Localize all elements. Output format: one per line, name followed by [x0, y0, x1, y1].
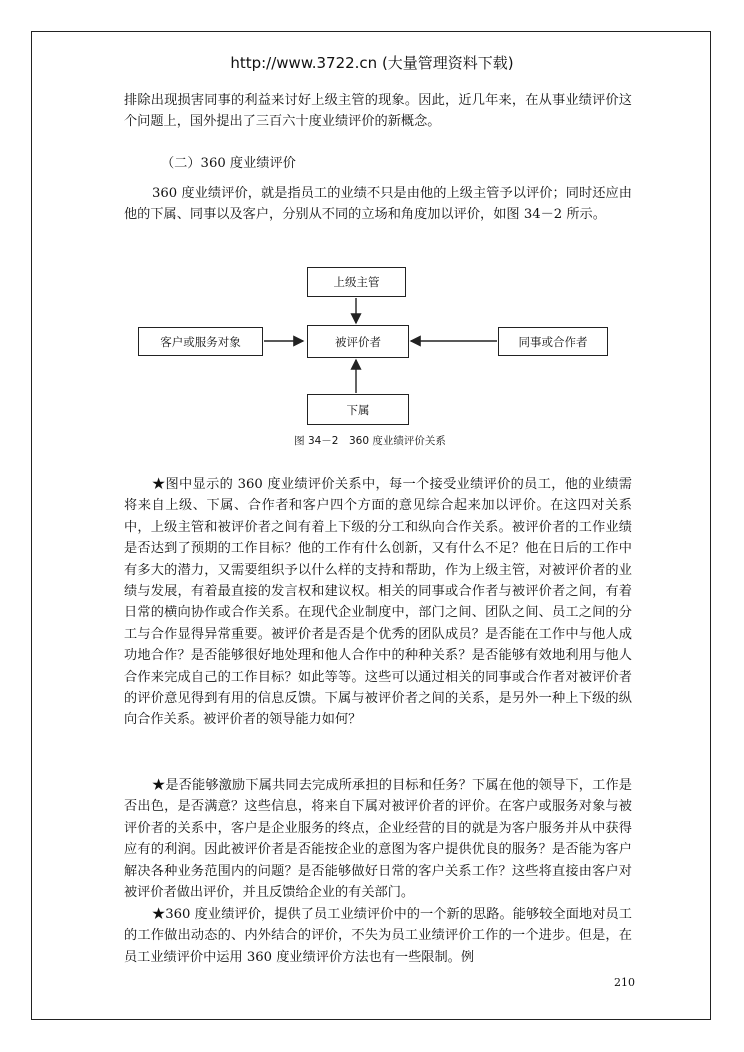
paragraph-intro: 排除出现损害同事的利益来讨好上级主管的现象。因此，近几年来，在从事业绩评价这个问题上，国外提出了三百六十度业绩评价的新概念。 — [124, 93, 632, 130]
box-colleagues: 同事或合作者 — [498, 327, 608, 356]
paragraph-conclusion: ★360 度业绩评价，提供了员工业绩评价中的一个新的思路。能够较全面地对员工的工作做出动态的、内外结合的评价，不失为员工业绩评价工作的一个进步。但是，在员工业绩评价中运用 360 度业绩评价方法也有一些限制。例 — [124, 907, 632, 965]
box-evaluatee: 被评价者 — [307, 325, 409, 358]
page-number: 210 — [614, 976, 635, 989]
paragraph-definition: 360 度业绩评价，就是指员工的业绩不只是由他的上级主管予以评价；同时还应由他的下属、同事以及客户，分别从不同的立场和角度加以评价，如图 34－2 所示。 — [124, 186, 632, 223]
box-customers: 客户或服务对象 — [138, 327, 263, 356]
header-url: http://www.3722.cn (大量管理资料下载) — [230, 54, 514, 72]
paragraph-relationships: ★图中显示的 360 度业绩评价关系中，每一个接受业绩评价的员工，他的业绩需将来自上级、下属、合作者和客户四个方面的意见综合起来加以评价。在这四对关系中，上级主管和被评价者之间有着上下级的分工和纵向合作关系。被评价者的工作业绩是否达到了预期的工作目标？他的工作有什么创新，又有什么不足？他在日后的工作中有多大的潜力，又需要组织予以什么样的支持和帮助，作为上级主管，对被评价者的业绩与发展，有着最直接的发言权和建议权。相关的同事或合作者与被评价者之间，有着日常的横向协作或合作关系。在现代企业制度中，部门之间、团队之间、员工之间的分工与合作显得异常重要。被评价者是否是个优秀的团队成员？是否能在工作中与他人成功地合作？是否能够很好地处理和他人合作中的种种关系？是否能够有效地利用与他人合作来完成自己的工作目标？如此等等。这些可以通过相关的同事或合作者对被评价者的评价意见得到有用的信息反馈。下属与被评价者之间的关系，是另外一种上下级的纵向合作关系。被评价者的领导能力如何？ — [124, 477, 632, 728]
diagram-360-evaluation — [130, 265, 610, 460]
box-subordinates: 下属 — [307, 394, 409, 425]
box-supervisor: 上级主管 — [307, 267, 406, 297]
diagram-caption: 图 34－2 360 度业绩评价关系 — [294, 435, 446, 447]
paragraph-subordinates-customers: ★是否能够激励下属共同去完成所承担的目标和任务？下属在他的领导下，工作是否出色，是否满意？这些信息，将来自下属对被评价者的评价。在客户或服务对象与被评价者的关系中，客户是企业服务的终点，企业经营的目的就是为客户服务并从中获得应有的利润。因此被评价者是否能按企业的意图为客户提供优良的服务？是否能为客户解决各种业务范围内的问题？是否能够做好日常的客户关系工作？这些将直接由客户对被评价者做出评价，并且反馈给企业的有关部门。 — [124, 778, 632, 901]
section-subheading: （二）360 度业绩评价 — [161, 156, 296, 171]
